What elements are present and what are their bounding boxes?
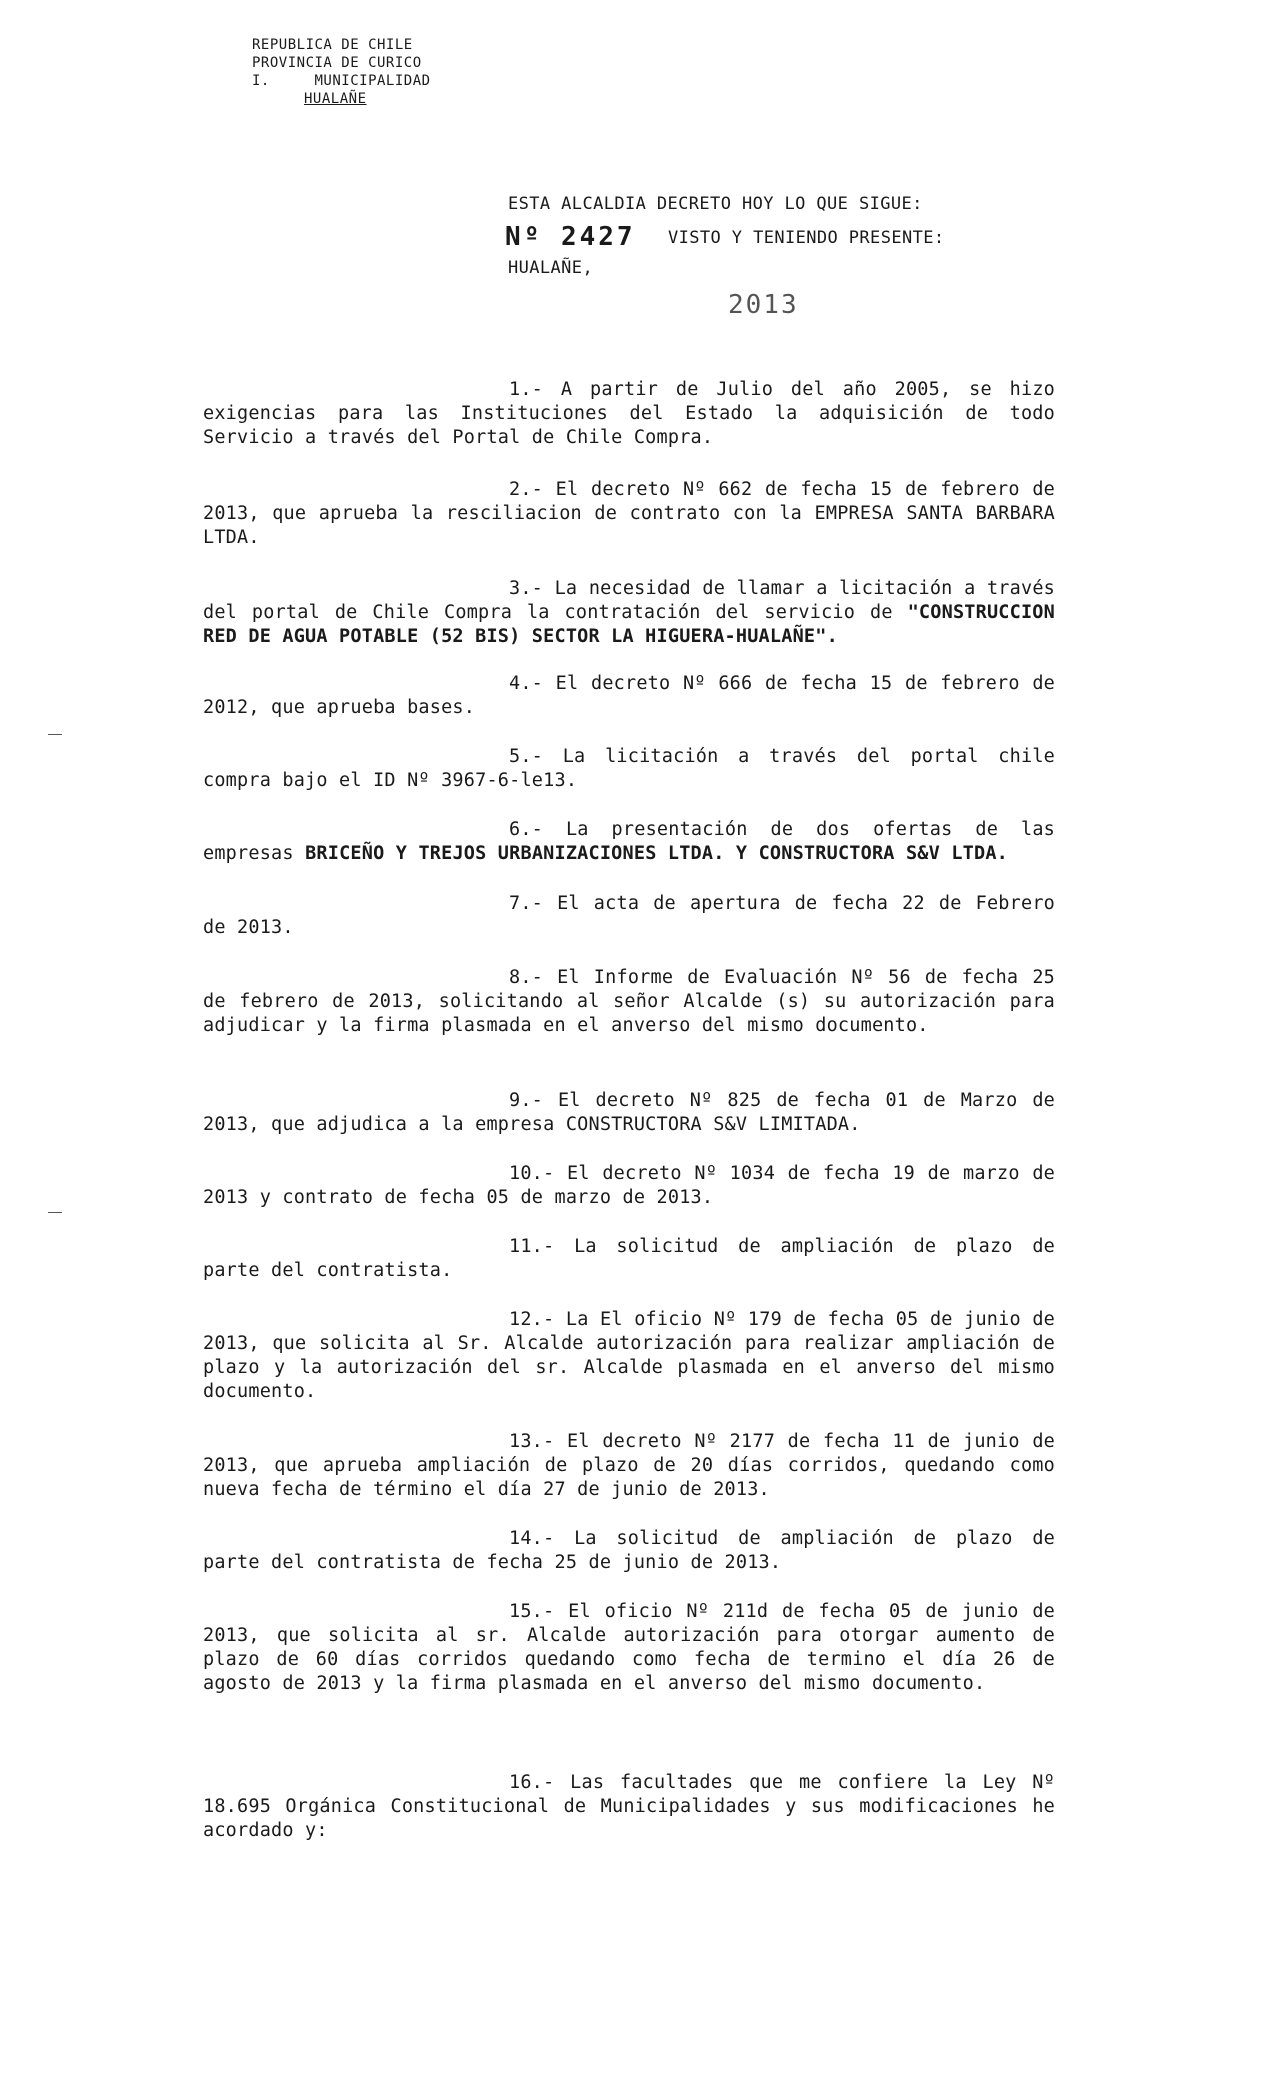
paragraph-number: 13.-	[509, 1431, 555, 1452]
paragraph-text: El oficio Nº 211d de fecha 05 de junio de 2013, que solicita al sr. Alcalde autorización para otorgar aumento de plazo de 60 días corridos quedando como fecha de termino el día 26 de agosto de 2013 y la firma plasmada en el anverso del mismo documento.	[203, 1601, 1056, 1694]
paragraph-number: 16.-	[509, 1772, 555, 1793]
paragraph-text: La El oficio Nº 179 de fecha 05 de junio de 2013, que solicita al Sr. Alcalde autorización para realizar ampliación de plazo y la autorización del sr. Alcalde plasmada en el anverso del mismo documento.	[203, 1309, 1055, 1402]
paragraph-12	[203, 1308, 1055, 1404]
paragraph-number: 9.-	[509, 1090, 544, 1111]
paragraph-number: 10.-	[509, 1163, 555, 1184]
letterhead-municipality: I. MUNICIPALIDAD	[252, 73, 431, 89]
paragraph-5	[203, 745, 1055, 793]
paragraph-text: La solicitud de ampliación de plazo de parte del contratista.	[203, 1236, 1056, 1281]
paragraph-number: 2.-	[509, 479, 544, 500]
paragraph-text: El decreto Nº 825 de fecha 01 de Marzo de 2013, que adjudica a la empresa CONSTRUCTORA S&V LIMITADA.	[203, 1090, 1055, 1135]
paragraph-10	[203, 1162, 1055, 1210]
paragraph-text: El decreto Nº 662 de fecha 15 de febrero de 2013, que aprueba la resciliacion de contrato con la EMPRESA SANTA BARBARA LTDA.	[203, 479, 1056, 548]
paragraph-text: El acta de apertura de fecha 22 de Febrero de 2013.	[203, 893, 1055, 938]
paragraph-4	[203, 672, 1055, 720]
letterhead-province: PROVINCIA DE CURICO	[252, 55, 422, 71]
paragraph-6	[203, 818, 1055, 866]
paragraph-number: 1.-	[509, 379, 544, 400]
paragraph-number: 6.-	[509, 819, 544, 840]
paragraph-number: 14.-	[509, 1528, 555, 1549]
paragraph-text: La licitación a través del portal chile compra bajo el ID Nº 3967-6-le13.	[203, 746, 1056, 791]
paragraph-bold-text: BRICEÑO Y TREJOS URBANIZACIONES LTDA. Y CONSTRUCTORA S&V LTDA.	[305, 843, 1009, 864]
margin-mark	[48, 1212, 62, 1213]
letterhead-town: HUALAÑE	[304, 91, 367, 107]
paragraph-9	[203, 1089, 1055, 1137]
letterhead-republic: REPUBLICA DE CHILE	[252, 37, 413, 53]
margin-mark	[48, 734, 62, 735]
decree-place: HUALAÑE,	[508, 258, 594, 278]
paragraph-text: El decreto Nº 2177 de fecha 11 de junio de 2013, que aprueba ampliación de plazo de 20 días corridos, quedando como nueva fecha de término el día 27 de junio de 2013.	[203, 1431, 1055, 1500]
paragraph-number: 4.-	[509, 673, 544, 694]
paragraph-number: 5.-	[509, 746, 544, 767]
paragraph-8	[203, 966, 1055, 1038]
paragraph-number: 3.-	[509, 578, 544, 599]
paragraph-16	[203, 1771, 1055, 1843]
paragraph-13	[203, 1430, 1055, 1502]
paragraph-number: 12.-	[509, 1309, 555, 1330]
paragraph-1	[203, 378, 1055, 450]
paragraph-bold-text: "CONSTRUCCION RED DE AGUA POTABLE (52 BIS) SECTOR LA HIGUERA-HUALAÑE".	[203, 602, 1055, 647]
paragraph-11	[203, 1235, 1055, 1283]
decree-year: 2013	[728, 290, 799, 320]
paragraph-text: A partir de Julio del año 2005, se hizo exigencias para las Instituciones del Estado la adquisición de todo Servicio a través del Portal de Chile Compra.	[203, 379, 1055, 448]
letterhead	[252, 36, 431, 108]
paragraph-7	[203, 892, 1055, 940]
paragraph-text: La presentación de dos ofertas de las empresas	[203, 819, 1055, 864]
paragraph-3	[203, 577, 1055, 649]
paragraph-14	[203, 1527, 1055, 1575]
paragraph-number: 11.-	[509, 1236, 555, 1257]
paragraph-text: El Informe de Evaluación Nº 56 de fecha 25 de febrero de 2013, solicitando al señor Alcalde (s) su autorización para adjudicar y la firma plasmada en el anverso del mismo documento.	[203, 967, 1055, 1036]
paragraph-number: 7.-	[509, 893, 544, 914]
paragraph-15	[203, 1600, 1055, 1696]
paragraph-number: 8.-	[509, 967, 544, 988]
paragraph-text: Las facultades que me confiere la Ley Nº 18.695 Orgánica Constitucional de Municipalidades y sus modificaciones he acordado y:	[203, 1772, 1055, 1841]
paragraph-text: La necesidad de llamar a licitación a través del portal de Chile Compra la contratación del servicio de	[203, 578, 1055, 623]
decree-heading: ESTA ALCALDIA DECRETO HOY LO QUE SIGUE:	[508, 194, 923, 214]
visto-heading: VISTO Y TENIENDO PRESENTE:	[668, 228, 945, 248]
paragraph-2	[203, 478, 1055, 550]
paragraph-number: 15.-	[509, 1601, 555, 1622]
paragraph-text: El decreto Nº 666 de fecha 15 de febrero de 2012, que aprueba bases.	[203, 673, 1056, 718]
paragraph-text: La solicitud de ampliación de plazo de parte del contratista de fecha 25 de junio de 2013.	[203, 1528, 1056, 1573]
decree-number: Nº 2427	[505, 222, 636, 252]
paragraph-text: El decreto Nº 1034 de fecha 19 de marzo de 2013 y contrato de fecha 05 de marzo de 2013.	[203, 1163, 1055, 1208]
